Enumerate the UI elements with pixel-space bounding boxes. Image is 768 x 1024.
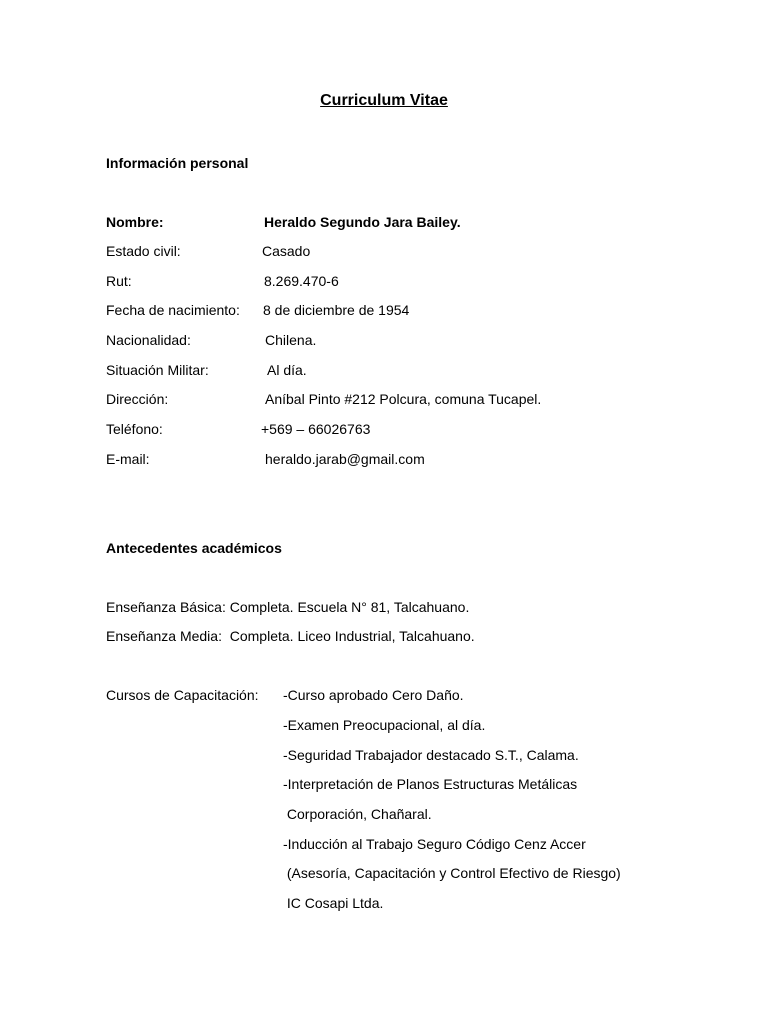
birthdate-label: Fecha de nacimiento: [106, 302, 240, 318]
civil-status-label: Estado civil: [106, 243, 181, 259]
course-item: -Inducción al Trabajo Seguro Código Cenz Accer [283, 836, 586, 852]
course-item: -Seguridad Trabajador destacado S.T., Calama. [283, 747, 579, 763]
email-label: E-mail: [106, 451, 150, 467]
secondary-education: Enseñanza Media: Completa. Liceo Industrial, Talcahuano. [106, 628, 475, 644]
personal-info-heading: Información personal [106, 155, 249, 171]
civil-status-value: Casado [262, 243, 311, 259]
military-status-value: Al día. [267, 362, 307, 378]
course-item: -Curso aprobado Cero Daño. [283, 687, 464, 703]
military-status-label: Situación Militar: [106, 362, 209, 378]
course-item: -Examen Preocupacional, al día. [283, 717, 486, 733]
course-item: Corporación, Chañaral. [283, 806, 432, 822]
document-title-text: Curriculum Vitae [320, 92, 448, 109]
rut-value: 8.269.470-6 [264, 273, 339, 289]
phone-label: Teléfono: [106, 421, 163, 437]
course-item: (Asesoría, Capacitación y Control Efectivo de Riesgo) [283, 865, 621, 881]
address-label: Dirección: [106, 391, 169, 407]
name-label: Nombre: [106, 214, 164, 230]
rut-label: Rut: [106, 273, 132, 289]
course-item: -Interpretación de Planos Estructuras Metálicas [283, 776, 578, 792]
nationality-value: Chilena. [265, 332, 317, 348]
document-title [0, 93, 768, 109]
courses-label: Cursos de Capacitación: [106, 687, 259, 703]
address-value: Aníbal Pinto #212 Polcura, comuna Tucapel. [265, 391, 542, 407]
academic-heading: Antecedentes académicos [106, 540, 282, 556]
course-item: IC Cosapi Ltda. [283, 895, 384, 911]
phone-value: +569 – 66026763 [261, 421, 371, 437]
name-value: Heraldo Segundo Jara Bailey. [264, 214, 461, 230]
nationality-label: Nacionalidad: [106, 332, 191, 348]
email-value: heraldo.jarab@gmail.com [265, 451, 425, 467]
birthdate-value: 8 de diciembre de 1954 [263, 302, 410, 318]
basic-education: Enseñanza Básica: Completa. Escuela N° 81, Talcahuano. [106, 599, 470, 615]
